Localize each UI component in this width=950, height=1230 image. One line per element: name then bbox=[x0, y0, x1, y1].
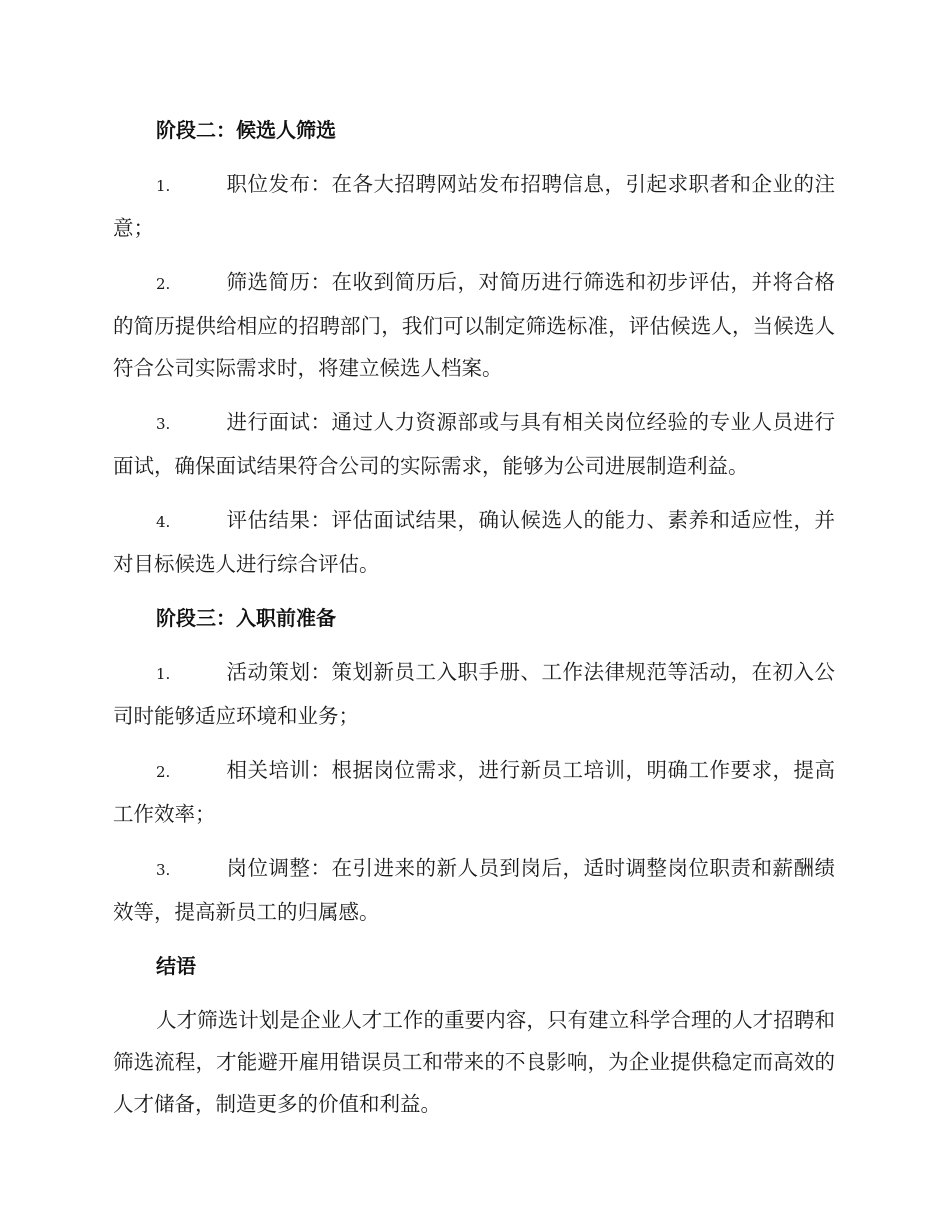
list-item-text: 进行面试：通过人力资源部或与具有相关岗位经验的专业人员进行面试，确保面试结果符合公司的实际需求，能够为公司进展制造利益。 bbox=[113, 410, 835, 478]
list-item-text: 活动策划：策划新员工入职手册、工作法律规范等活动，在初入公司时能够适应环境和业务； bbox=[113, 660, 835, 728]
list-item-number: 2. bbox=[156, 763, 171, 781]
list-item-text: 评估结果：评估面试结果，确认候选人的能力、素养和适应性，并对目标候选人进行综合评估。 bbox=[113, 508, 835, 576]
list-item-text: 相关培训：根据岗位需求，进行新员工培训，明确工作要求，提高工作效率； bbox=[113, 758, 835, 826]
list-item-text: 职位发布：在各大招聘网站发布招聘信息，引起求职者和企业的注意； bbox=[113, 172, 835, 240]
list-item bbox=[113, 261, 835, 389]
list-item-number: 2. bbox=[156, 275, 171, 293]
conclusion-heading: 结语 bbox=[156, 954, 196, 978]
section-heading-stage-two: 阶段二：候选人筛选 bbox=[156, 118, 336, 142]
list-item bbox=[113, 401, 835, 487]
list-item-number: 3. bbox=[156, 415, 171, 433]
conclusion-paragraph: 人才筛选计划是企业人才工作的重要内容，只有建立科学合理的人才招聘和筛选流程，才能避开雇用错误员工和带来的不良影响，为企业提供稳定而高效的人才储备，制造更多的价值和利益。 bbox=[113, 1008, 835, 1116]
list-item bbox=[113, 651, 835, 737]
section-heading-stage-three: 阶段三：入职前准备 bbox=[156, 606, 336, 630]
list-item-number: 1. bbox=[156, 177, 171, 195]
list-item-number: 3. bbox=[156, 861, 171, 879]
list-item bbox=[113, 499, 835, 585]
list-item-number: 1. bbox=[156, 665, 171, 683]
list-item-text: 岗位调整：在引进来的新人员到岗后，适时调整岗位职责和薪酬绩效等，提高新员工的归属感。 bbox=[113, 856, 835, 924]
list-item-number: 4. bbox=[156, 513, 171, 531]
document-body bbox=[113, 109, 835, 1137]
list-item-text: 筛选简历：在收到简历后，对简历进行筛选和初步评估，并将合格的简历提供给相应的招聘部门，我们可以制定筛选标准，评估候选人，当候选人符合公司实际需求时，将建立候选人档案。 bbox=[113, 270, 835, 380]
list-item bbox=[113, 163, 835, 249]
list-item bbox=[113, 847, 835, 933]
list-item bbox=[113, 749, 835, 835]
